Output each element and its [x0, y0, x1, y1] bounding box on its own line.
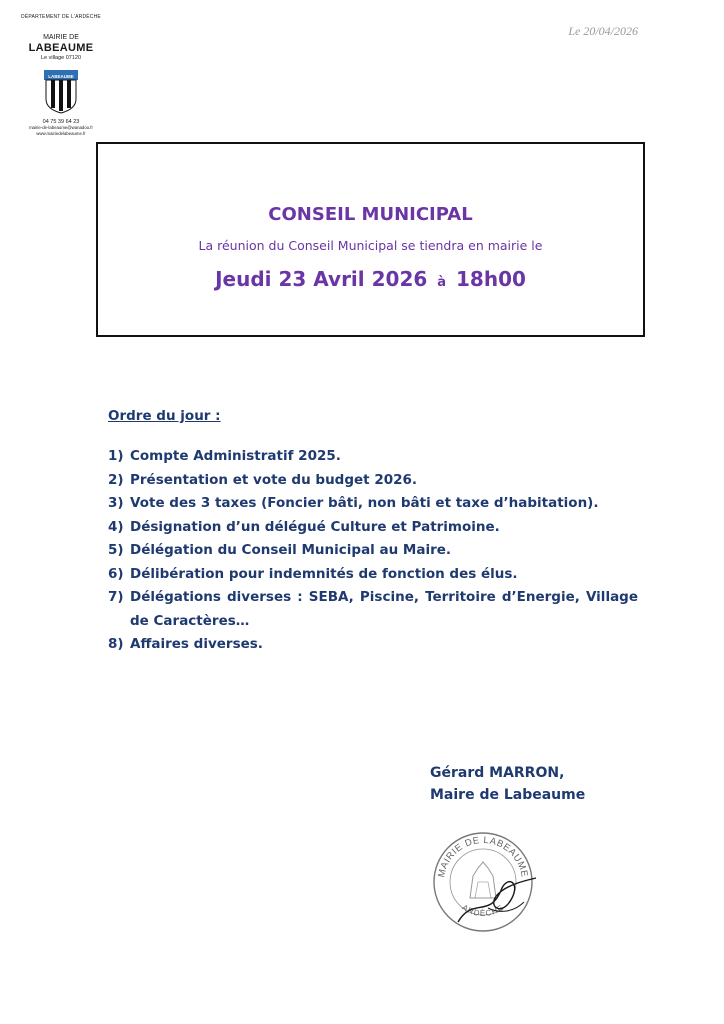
meeting-notice-box [96, 142, 645, 337]
agenda-list [108, 445, 638, 657]
list-item [108, 445, 638, 469]
village-postcode: Le village 07120 [40, 55, 82, 61]
item-text: Délégations diverses : SEBA, Piscine, Territoire d’Energie, Village de Caractères… [130, 589, 638, 629]
seal-bottom-text: ARDÈCHE [460, 902, 506, 919]
notice-title: CONSEIL MUNICIPAL [268, 204, 473, 225]
coat-of-arms-icon [41, 67, 81, 115]
list-item [108, 492, 638, 516]
item-text: Vote des 3 taxes (Foncier bâti, non bâti et taxe d’habitation). [130, 495, 599, 511]
mayor-name: Gérard MARRON, [430, 765, 565, 781]
meeting-datetime [98, 267, 643, 291]
meeting-at: à [437, 275, 447, 290]
item-number: 2) [108, 471, 124, 488]
item-number: 8) [108, 636, 124, 652]
meeting-day: Jeudi 23 Avril 2026 [215, 267, 428, 291]
letterhead [18, 14, 104, 137]
item-text: Présentation et vote du budget 2026. [130, 471, 418, 488]
item-number: 3) [108, 495, 124, 511]
agenda [108, 408, 638, 657]
item-text: Désignation d’un délégué Culture et Patrimoine. [130, 518, 500, 535]
list-item [108, 563, 638, 587]
signature-block [430, 762, 585, 806]
notice-subtitle: La réunion du Conseil Municipal se tiendra en mairie le [198, 238, 543, 253]
mairie-seal-stamp [428, 822, 540, 948]
list-item [108, 586, 638, 633]
item-text: Compte Administratif 2025. [130, 448, 341, 464]
agenda-heading: Ordre du jour : [108, 408, 221, 424]
mairie-label: MAIRIE DE [43, 34, 79, 41]
list-item [108, 539, 638, 563]
phone-number: 04 75 39 64 23 [42, 119, 80, 125]
meeting-time: 18h00 [456, 267, 526, 291]
mayor-title: Maire de Labeaume [430, 787, 586, 803]
item-number: 4) [108, 518, 124, 535]
crest-banner: LABEAUME [48, 74, 74, 79]
seal-top-text: MAIRIE DE LABEAUME [436, 834, 530, 879]
list-item [108, 469, 638, 493]
item-number: 5) [108, 542, 124, 558]
department-label: DÉPARTEMENT DE L'ARDÈCHE [21, 14, 101, 20]
svg-text:ARDÈCHE [460, 903, 505, 918]
item-number: 6) [108, 565, 124, 582]
item-number: 7) [108, 589, 124, 605]
commune-name: LABEAUME [28, 42, 94, 54]
document-date: Le 20/04/2026 [568, 24, 638, 38]
item-text: Délégation du Conseil Municipal au Maire. [130, 542, 452, 558]
website-address: www.mairiedelabeaume.fr [36, 131, 86, 136]
svg-text:MAIRIE DE LABEAUME [436, 835, 530, 878]
item-number: 1) [108, 448, 124, 464]
item-text: Affaires diverses. [130, 636, 263, 652]
list-item [108, 516, 638, 540]
email-address: mairie-de-labeaume@wanadoo.fr [29, 125, 93, 130]
list-item [108, 633, 638, 657]
item-text: Délibération pour indemnités de fonction des élus. [130, 565, 518, 582]
